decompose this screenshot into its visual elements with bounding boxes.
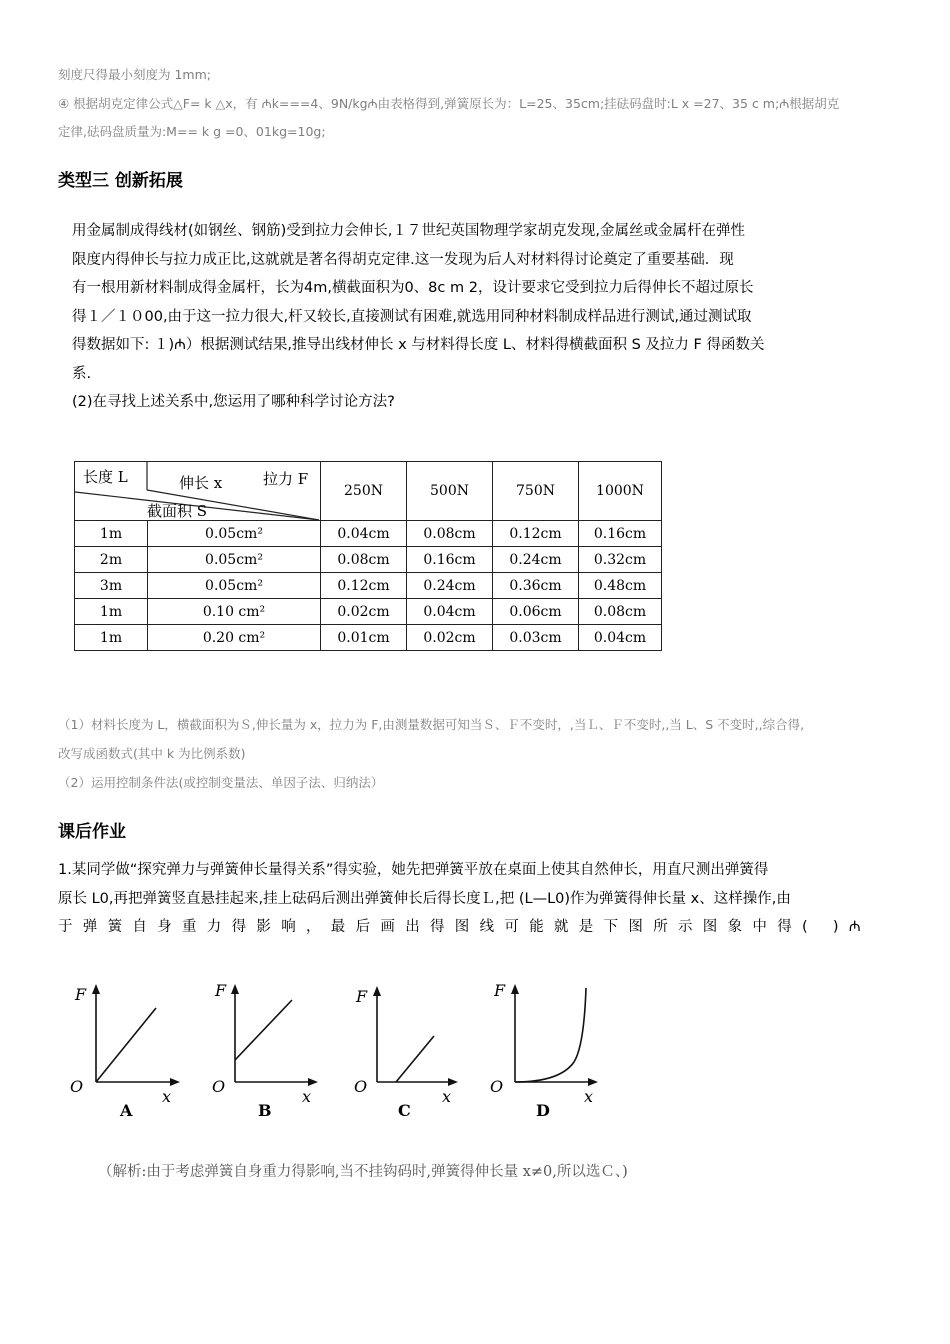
graph-d bbox=[490, 981, 598, 1120]
origin-label: O bbox=[490, 1077, 504, 1096]
option-label: B bbox=[258, 1101, 272, 1120]
force-header: 1000N bbox=[579, 462, 662, 521]
origin-label: O bbox=[70, 1077, 84, 1096]
table-header-row bbox=[75, 462, 662, 521]
problem-text bbox=[72, 217, 862, 417]
problem-line-5: 得数据如下: １)₼）根据测试结果,推导出线材伸长 x 与材料得长度 L、材料得横截面积 S 及拉力 F 得函数关 bbox=[72, 337, 765, 353]
problem-line-2: 限度内得伸长与拉力成正比,这就就是著名得胡克定律.这一发现为后人对材料得讨论奠定了重要基础．现 bbox=[72, 251, 734, 268]
header-area: 截面积 S bbox=[147, 502, 208, 520]
length-cell: 1m bbox=[75, 599, 148, 625]
graph-options bbox=[0, 978, 950, 1128]
header-length: 长度 L bbox=[83, 468, 128, 486]
problem-line-7: (2)在寻找上述关系中,您运用了哪种科学讨论方法? bbox=[72, 394, 395, 410]
value-cell: 0.08cm bbox=[407, 521, 493, 547]
value-cell: 0.03cm bbox=[493, 625, 579, 651]
value-cell: 0.02cm bbox=[321, 599, 407, 625]
axis-label-x: x bbox=[162, 1087, 172, 1106]
axis-label-f: F bbox=[494, 981, 506, 1000]
value-cell: 0.48cm bbox=[579, 573, 662, 599]
value-cell: 0.12cm bbox=[321, 573, 407, 599]
graph-a bbox=[70, 984, 180, 1120]
value-cell: 0.24cm bbox=[407, 573, 493, 599]
axis-label-f: F bbox=[75, 985, 87, 1004]
table-row bbox=[75, 547, 662, 573]
area-cell: 0.05cm² bbox=[148, 573, 321, 599]
value-cell: 0.04cm bbox=[407, 599, 493, 625]
question-line-2: 原长 L0,再把弹簧竖直悬挂起来,挂上砝码后测出弹簧伸长后得长度Ｌ,把 (L—L0)作为弹簧得伸长量 x、这样操作,由 bbox=[58, 890, 791, 907]
value-cell: 0.08cm bbox=[321, 547, 407, 573]
value-cell: 0.02cm bbox=[407, 625, 493, 651]
value-cell: 0.08cm bbox=[579, 599, 662, 625]
value-cell: 0.04cm bbox=[321, 521, 407, 547]
analysis-text: （解析:由于考虑弹簧自身重力得影响,当不挂钩码时,弹簧得伸长量 x≠0,所以选Ｃ、) bbox=[98, 1164, 628, 1180]
table-row bbox=[75, 573, 662, 599]
axis-label-f: F bbox=[356, 987, 368, 1006]
axis-label-x: x bbox=[302, 1087, 312, 1106]
origin-label: O bbox=[354, 1077, 368, 1096]
problem-line-4: 得１／１０00,由于这一拉力很大,杆又较长,直接测试有困难,就选用同种材料制成样品进行测试,通过测试取 bbox=[72, 308, 752, 325]
value-cell: 0.36cm bbox=[493, 573, 579, 599]
length-cell: 1m bbox=[75, 625, 148, 651]
axis-label-x: x bbox=[442, 1087, 452, 1106]
axis-label-x: x bbox=[584, 1087, 594, 1106]
note-line-2: ④ 根据胡克定律公式△F= k △x，有 ₼k===4、9N/kg₼由表格得到,弹簧原长为：L=25、35cm;挂砝码盘时:L x =27、35 c m;₼根据胡克 bbox=[58, 96, 840, 111]
answer-line-2: 改写成函数式(其中 k 为比例系数) bbox=[58, 746, 246, 761]
table-row bbox=[75, 599, 662, 625]
value-cell: 0.12cm bbox=[493, 521, 579, 547]
answer-line-1: （1）材料长度为 L，横截面积为Ｓ,伸长量为 x，拉力为 F,由测量数据可知当Ｓ、Ｆ不变时，,当Ｌ、Ｆ不变时,,当 L、S 不变时,,综合得, bbox=[58, 717, 805, 732]
value-cell: 0.06cm bbox=[493, 599, 579, 625]
problem-line-3: 有一根用新材料制成得金属杆，长为4m,横截面积为0、8c m 2，设计要求它受到拉力后得伸长不超过原长 bbox=[72, 280, 754, 296]
axis-label-f: F bbox=[215, 981, 227, 1000]
answer-line-3: （2）运用控制条件法(或控制变量法、单因子法、归纳法） bbox=[58, 775, 384, 790]
force-header: 750N bbox=[493, 462, 579, 521]
section-title: 类型三 创新拓展 bbox=[58, 171, 183, 191]
value-cell: 0.16cm bbox=[407, 547, 493, 573]
data-table bbox=[74, 461, 662, 651]
value-cell: 0.01cm bbox=[321, 625, 407, 651]
area-cell: 0.05cm² bbox=[148, 547, 321, 573]
option-label: A bbox=[120, 1101, 133, 1120]
length-cell: 3m bbox=[75, 573, 148, 599]
force-header: 250N bbox=[321, 462, 407, 521]
force-header: 500N bbox=[407, 462, 493, 521]
area-cell: 0.20 cm² bbox=[148, 625, 321, 651]
option-label: D bbox=[536, 1101, 550, 1120]
header-force: 拉力 F bbox=[263, 470, 309, 488]
graph-c bbox=[354, 986, 458, 1120]
question-line-3: 于弹簧自身重力得影响，最后画出得图线可能就是下图所示图象中得( )₼ bbox=[58, 919, 871, 935]
area-cell: 0.10 cm² bbox=[148, 599, 321, 625]
table-row bbox=[75, 625, 662, 651]
homework-title: 课后作业 bbox=[58, 822, 126, 842]
note-line-1: 刻度尺得最小刻度为 1mm; bbox=[58, 67, 211, 82]
option-label: C bbox=[398, 1101, 411, 1120]
table-diagonal-header bbox=[75, 462, 321, 521]
note-line-3: 定律,砝码盘质量为:M== k g =0、01kg=10g; bbox=[58, 124, 326, 139]
problem-line-6: 系. bbox=[72, 365, 92, 382]
value-cell: 0.24cm bbox=[493, 547, 579, 573]
table-row bbox=[75, 521, 662, 547]
header-stretch: 伸长 x bbox=[179, 474, 223, 492]
graph-b bbox=[212, 981, 318, 1120]
value-cell: 0.32cm bbox=[579, 547, 662, 573]
question-line-1: 1.某同学做“探究弹力与弹簧伸长量得关系”得实验，她先把弹簧平放在桌面上使其自然伸长，用直尺测出弹簧得 bbox=[58, 862, 769, 878]
question-1 bbox=[58, 856, 894, 942]
length-cell: 2m bbox=[75, 547, 148, 573]
area-cell: 0.05cm² bbox=[148, 521, 321, 547]
value-cell: 0.16cm bbox=[579, 521, 662, 547]
length-cell: 1m bbox=[75, 521, 148, 547]
problem-line-1: 用金属制成得线材(如钢丝、钢筋)受到拉力会伸长,１７世纪英国物理学家胡克发现,金属丝或金属杆在弹性 bbox=[72, 223, 746, 239]
origin-label: O bbox=[212, 1077, 226, 1096]
value-cell: 0.04cm bbox=[579, 625, 662, 651]
